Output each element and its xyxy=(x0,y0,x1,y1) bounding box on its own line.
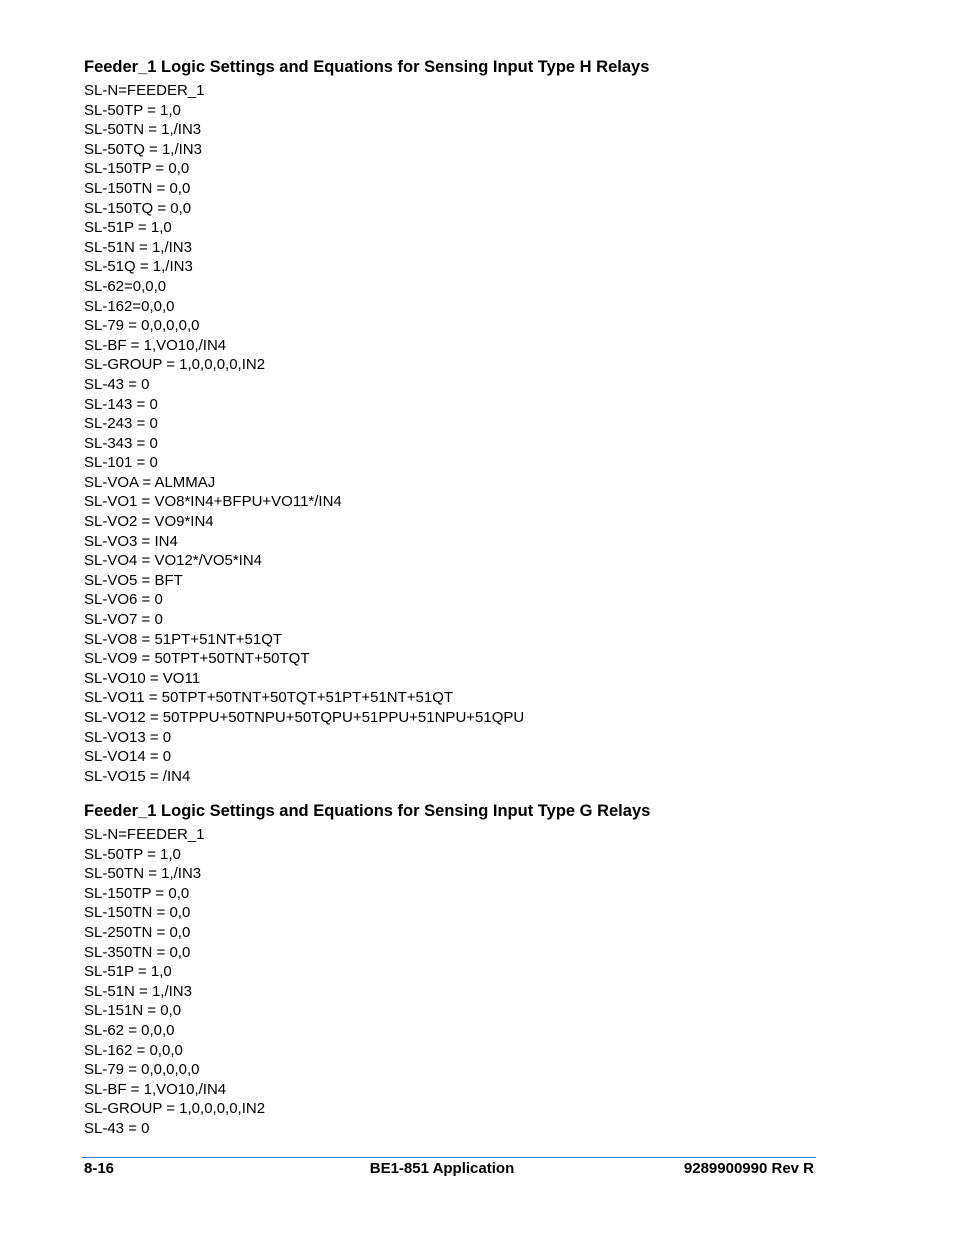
setting-line: SL-VO6 = 0 xyxy=(84,591,163,609)
setting-line: SL-150TN = 0,0 xyxy=(84,904,191,922)
setting-line: SL-GROUP = 1,0,0,0,0,IN2 xyxy=(84,356,266,374)
setting-line: SL-50TQ = 1,/IN3 xyxy=(84,140,202,158)
setting-line: SL-VOA = ALMMAJ xyxy=(84,473,216,491)
setting-line: SL-BF = 1,VO10,/IN4 xyxy=(84,336,227,354)
setting-line: SL-BF = 1,VO10,/IN4 xyxy=(84,1080,227,1098)
setting-line: SL-VO3 = IN4 xyxy=(84,532,178,550)
footer-document-number: 9289900990 Rev R xyxy=(683,1160,814,1177)
setting-line: SL-51N = 1,/IN3 xyxy=(84,982,192,1000)
setting-line: SL-N=FEEDER_1 xyxy=(84,82,205,99)
setting-line: SL-VO2 = VO9*IN4 xyxy=(84,513,214,531)
setting-line: SL-162 = 0,0,0 xyxy=(84,1041,183,1059)
setting-line: SL-343 = 0 xyxy=(84,434,158,452)
setting-line: SL-VO1 = VO8*IN4+BFPU+VO11*/IN4 xyxy=(84,493,342,511)
setting-line: SL-VO10 = VO11 xyxy=(84,669,201,687)
setting-line: SL-51P = 1,0 xyxy=(84,963,172,981)
setting-line: SL-151N = 0,0 xyxy=(84,1002,182,1020)
setting-line: SL-143 = 0 xyxy=(84,395,158,413)
setting-line: SL-VO7 = 0 xyxy=(84,611,163,629)
setting-line: SL-VO4 = VO12*/VO5*IN4 xyxy=(84,552,263,570)
settings-list xyxy=(84,825,824,1139)
setting-line: SL-VO11 = 50TPT+50TNT+50TQT+51PT+51NT+51QT xyxy=(84,689,454,707)
setting-line: SL-243 = 0 xyxy=(84,415,158,433)
section-heading: Feeder_1 Logic Settings and Equations for Sensing Input Type H Relays xyxy=(84,58,650,76)
setting-line: SL-VO5 = BFT xyxy=(84,571,183,589)
setting-line: SL-62=0,0,0 xyxy=(84,277,167,295)
setting-line: SL-VO8 = 51PT+51NT+51QT xyxy=(84,630,283,648)
setting-line: SL-51P = 1,0 xyxy=(84,219,172,237)
footer-title: BE1-851 Application xyxy=(369,1160,515,1177)
setting-line: SL-50TP = 1,0 xyxy=(84,845,181,863)
setting-line: SL-51N = 1,/IN3 xyxy=(84,238,192,256)
setting-line: SL-51Q = 1,/IN3 xyxy=(84,258,193,276)
footer-divider xyxy=(82,1157,816,1158)
setting-line: SL-VO12 = 50TPPU+50TNPU+50TQPU+51PPU+51NPU+51QPU xyxy=(84,709,525,726)
setting-line: SL-150TN = 0,0 xyxy=(84,179,191,197)
setting-line: SL-VO9 = 50TPT+50TNT+50TQT xyxy=(84,650,310,668)
setting-line: SL-43 = 0 xyxy=(84,375,150,393)
section-type-g xyxy=(84,800,824,1139)
setting-line: SL-N=FEEDER_1 xyxy=(84,826,205,843)
setting-line: SL-150TP = 0,0 xyxy=(84,884,190,902)
setting-line: SL-150TQ = 0,0 xyxy=(84,199,192,217)
section-heading: Feeder_1 Logic Settings and Equations for Sensing Input Type G Relays xyxy=(84,802,651,820)
setting-line: SL-50TN = 1,/IN3 xyxy=(84,865,202,883)
setting-line: SL-79 = 0,0,0,0,0 xyxy=(84,317,200,335)
setting-line: SL-162=0,0,0 xyxy=(84,297,175,315)
setting-line: SL-250TN = 0,0 xyxy=(84,923,191,941)
setting-line: SL-62 = 0,0,0 xyxy=(84,1021,175,1039)
setting-line: SL-350TN = 0,0 xyxy=(84,943,191,961)
setting-line: SL-VO15 = /IN4 xyxy=(84,767,191,785)
settings-list xyxy=(84,81,824,786)
setting-line: SL-79 = 0,0,0,0,0 xyxy=(84,1061,200,1079)
setting-line: SL-VO13 = 0 xyxy=(84,728,172,746)
section-type-h xyxy=(84,56,824,786)
setting-line: SL-101 = 0 xyxy=(84,454,158,472)
setting-line: SL-VO14 = 0 xyxy=(84,748,172,766)
footer-page-number: 8-16 xyxy=(84,1160,115,1177)
setting-line: SL-GROUP = 1,0,0,0,0,IN2 xyxy=(84,1100,266,1118)
setting-line: SL-43 = 0 xyxy=(84,1119,150,1137)
setting-line: SL-50TP = 1,0 xyxy=(84,101,181,119)
setting-line: SL-150TP = 0,0 xyxy=(84,160,190,178)
setting-line: SL-50TN = 1,/IN3 xyxy=(84,121,202,139)
